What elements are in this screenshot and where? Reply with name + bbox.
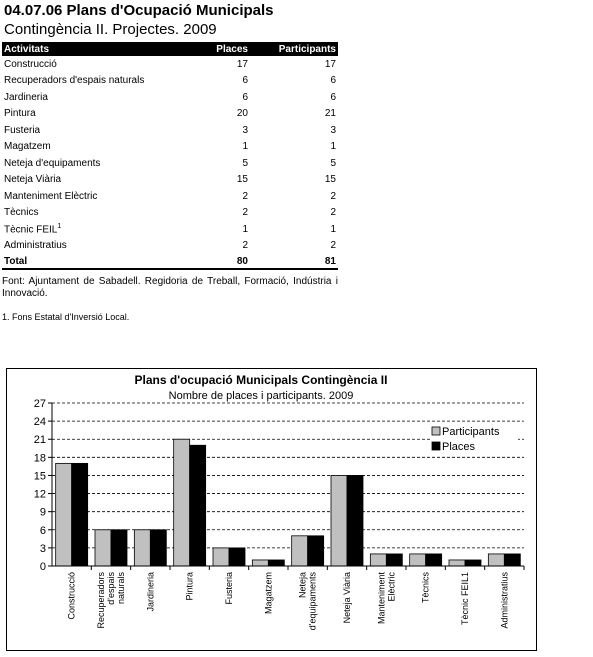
table-header-row (2, 42, 338, 56)
x-tick-label: Recuperadors (96, 572, 106, 629)
column-header-places: Places (191, 42, 250, 56)
bar-places (426, 554, 442, 566)
y-tick-label: 3 (39, 542, 46, 555)
x-tick-label: Construcció (66, 572, 77, 620)
row-participants: 6 (330, 75, 336, 87)
bar-places (386, 554, 402, 566)
x-tick-label: Magatzem (263, 572, 274, 615)
row-participants: 21 (324, 108, 336, 120)
row-activity (2, 56, 191, 73)
table-row (2, 56, 338, 73)
y-tick-label: 15 (33, 470, 46, 483)
bar-participants (410, 554, 426, 566)
bar-places (229, 548, 245, 566)
table-row (2, 221, 338, 238)
row-places: 1 (242, 141, 248, 153)
y-tick-label: 27 (33, 398, 46, 410)
table-row (2, 73, 338, 90)
row-activity-label: Tècnic FEIL (4, 224, 58, 236)
bar-participants (292, 536, 308, 566)
column-header-participants: Participants (250, 42, 338, 56)
row-activity-label: Administratius (4, 240, 67, 252)
row-participants: 2 (330, 190, 336, 202)
legend-swatch-participants (432, 427, 440, 435)
bar-participants (331, 475, 347, 566)
legend-label-places: Places (442, 441, 476, 453)
row-participants: 15 (324, 174, 336, 186)
x-tick-label: d'espais (106, 572, 116, 605)
row-activity (2, 139, 191, 156)
row-activity-label: Manteniment Elèctric (4, 190, 98, 202)
bar-places (308, 536, 324, 566)
row-places: 2 (242, 240, 248, 252)
table-row (2, 238, 338, 255)
row-activity (2, 188, 191, 205)
bar-participants (252, 560, 268, 566)
row-activity (2, 122, 191, 139)
y-tick-label: 18 (33, 452, 46, 465)
row-activity (2, 238, 191, 255)
bar-participants (449, 560, 465, 566)
table-row (2, 106, 338, 123)
bar-participants (95, 530, 111, 566)
x-tick-label: Tècnics (420, 572, 431, 604)
table-row (2, 172, 338, 189)
legend-swatch-places (432, 442, 440, 450)
footnote: 1. Fons Estatal d'Inversió Local. (2, 312, 130, 322)
row-participants: 2 (330, 207, 336, 219)
legend-label-participants: Participants (442, 426, 500, 438)
table-row (2, 205, 338, 222)
x-tick-label: Jardineria (145, 572, 156, 612)
row-activity-label: Neteja d'equipaments (4, 157, 101, 169)
row-places: 2 (242, 190, 248, 202)
x-tick-label: naturals (116, 572, 126, 605)
row-places: 20 (236, 108, 248, 120)
row-activity (2, 205, 191, 222)
y-tick-label: 12 (33, 488, 46, 501)
table-row (2, 188, 338, 205)
chart-subtitle: Nombre de places i participants. 2009 (168, 390, 354, 402)
row-places: 2 (242, 207, 248, 219)
x-tick-label: Pintura (184, 572, 195, 601)
row-participants: 1 (330, 223, 336, 235)
x-tick-label: Neteja Viària (342, 572, 352, 624)
row-activity-label: Tècnics (4, 207, 39, 219)
source-note: Font: Ajuntament de Sabadell. Regidoria de Treball, Formació, Indústria i Innovació. (2, 276, 338, 299)
chart-container (6, 368, 537, 651)
row-places: 5 (242, 157, 248, 169)
bar-places (111, 530, 127, 566)
bar-participants (370, 554, 386, 566)
row-activity (2, 155, 191, 172)
row-activity-label: Magatzem (4, 141, 51, 153)
row-places: 17 (236, 58, 248, 70)
row-activity-label: Construcció (4, 58, 57, 70)
x-tick-label: Elèctric (386, 572, 397, 602)
page-title: 04.07.06 Plans d'Ocupació Municipals (4, 2, 274, 19)
x-tick-label: Manteniment (376, 572, 387, 625)
bar-places (504, 554, 520, 566)
x-tick-label: Fusteria (224, 572, 234, 605)
table-row (2, 155, 338, 172)
row-participants: 17 (324, 58, 336, 70)
bar-places (268, 560, 284, 566)
row-participants: 6 (330, 91, 336, 103)
row-activity-label: Fusteria (4, 124, 41, 136)
row-participants: 2 (330, 240, 336, 252)
table-row (2, 122, 338, 139)
bar-places (465, 560, 481, 566)
row-activity (2, 89, 191, 106)
total-places: 80 (191, 254, 250, 269)
x-tick-label: Tècnic FEIL1 (460, 572, 470, 626)
row-activity (2, 106, 191, 123)
row-activity-label: Recuperadors d'espais naturals (4, 75, 145, 87)
bar-participants (213, 548, 229, 566)
x-tick-label: d'equipaments (307, 572, 318, 631)
column-header-activitats: Activitats (2, 42, 191, 56)
chart-title: Plans d'ocupació Municipals Contingència II (134, 373, 388, 387)
bar-places (347, 475, 363, 566)
footnote-marker: 1 (57, 223, 62, 231)
row-activity (2, 172, 191, 189)
bar-chart (7, 369, 536, 650)
x-tick-label: Neteja (297, 572, 308, 599)
y-tick-label: 6 (39, 524, 46, 537)
total-participants: 81 (250, 254, 338, 269)
row-places: 6 (242, 75, 248, 87)
y-tick-label: 21 (33, 434, 46, 447)
bar-places (72, 463, 88, 566)
row-places: 15 (236, 174, 248, 186)
row-activity-label: Jardineria (4, 91, 48, 103)
row-activity (2, 221, 191, 238)
row-participants: 5 (330, 157, 336, 169)
y-tick-label: 9 (39, 506, 46, 519)
table-row (2, 89, 338, 106)
bar-participants (488, 554, 504, 566)
bar-participants (134, 530, 150, 566)
page-subtitle: Contingència II. Projectes. 2009 (4, 21, 217, 38)
row-activity (2, 73, 191, 90)
row-places: 3 (242, 124, 248, 136)
total-label: Total (2, 254, 191, 269)
y-tick-label: 24 (33, 416, 46, 429)
x-tick-label: Administratius (499, 572, 510, 629)
y-tick-label: 0 (39, 561, 46, 573)
bar-places (190, 445, 206, 566)
table-row (2, 139, 338, 156)
bar-participants (174, 439, 190, 566)
table-total-row (2, 254, 338, 269)
row-activity-label: Pintura (4, 108, 36, 120)
row-participants: 3 (330, 124, 336, 136)
row-activity-label: Neteja Viària (4, 174, 62, 186)
bar-places (150, 530, 166, 566)
row-places: 6 (242, 91, 248, 103)
data-table (2, 42, 338, 270)
row-participants: 1 (330, 141, 336, 153)
bar-participants (56, 463, 72, 566)
row-places: 1 (242, 223, 248, 235)
